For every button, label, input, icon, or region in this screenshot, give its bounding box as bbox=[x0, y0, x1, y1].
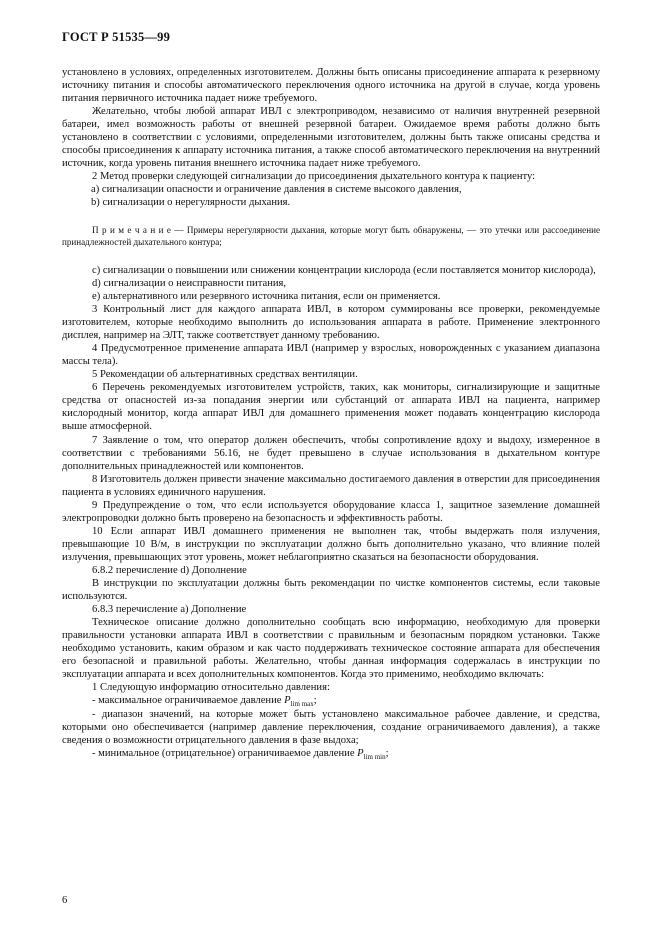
paragraph: 4 Предусмотренное применение аппарата ИВЛ (например у взрослых, новорожденных с указанием диапазона массы тела). bbox=[62, 343, 600, 368]
paragraph: установлено в условиях, определенных изготовителем. Должны быть описаны присоединение аппарата к резервному источнику питания и способы автоматического переключения одного источника на другой в случае, когда уровень питания первичного источника падает ниже требуемого. bbox=[62, 67, 600, 105]
list-item: e) альтернативного или резервного источника питания, если он применяется. bbox=[92, 291, 441, 303]
list-item bbox=[62, 747, 600, 760]
list-item: c) сигнализации о повышении или снижении концентрации кислорода (если поставляется монитор кислорода), bbox=[92, 264, 596, 276]
list-item-end: ; bbox=[385, 747, 389, 759]
list-item: b) сигнализации о нерегулярности дыхания. bbox=[91, 197, 291, 209]
page-number: 6 bbox=[62, 895, 68, 906]
paragraph: 8 Изготовитель должен привести значение максимально достигаемого давления в отверстии для присоединения пациента в условиях единичного нарушения. bbox=[62, 473, 600, 498]
paragraph: 6 Перечень рекомендуемых изготовителем устройств, таких, как мониторы, сигнализирующие и защитные средства от опасностей из-за попадания энергии или субстанций от аппарата ИВЛ на пациента, например кислородный монитор, когда аппарат ИВЛ для домашнего применения может подавать концентрацию кислорода выше атмосферной. bbox=[62, 382, 600, 433]
document-code-header: ГОСТ Р 51535—99 bbox=[62, 30, 171, 44]
section-heading: 6.8.3 перечисление a) Дополнение bbox=[92, 604, 247, 616]
pressure-subscript: lim min bbox=[363, 752, 386, 761]
note-label: П р и м е ч а н и е bbox=[92, 224, 171, 235]
paragraph: 7 Заявление о том, что оператор должен обеспечить, чтобы сопротивление вдоху и выдоху, измеренное в соответствии с требованиями 56.16, не будет превышено в случае использования в дыхательном контуре дополнительных принадлежностей или компонентов. bbox=[62, 434, 600, 472]
pressure-symbol: P bbox=[357, 747, 364, 759]
pressure-symbol: P bbox=[284, 695, 291, 707]
note bbox=[62, 224, 600, 248]
list-item: a) сигнализации опасности и ограничение давления в системе высокого давления, bbox=[91, 184, 462, 196]
section-heading: 6.8.2 перечисление d) Дополнение bbox=[92, 565, 247, 576]
paragraph: 3 Контрольный лист для каждого аппарата ИВЛ, в котором суммированы все проверки, рекомендуемые изготовителем, которые необходимо выполнить до использования аппарата в работе. Применение электронного дисплея, например на ЭЛТ, также соответствует данному требованию. bbox=[62, 304, 600, 342]
pressure-subscript: lim max bbox=[290, 700, 314, 709]
list-item: - диапазон значений, на которые может быть установлено максимальное рабочее давление, и средства, которыми оно обеспечивается (например давление переключения, создание ограничиваемого давления), а также сведения о возможности отрицательного давления в фазе выдоха; bbox=[62, 708, 600, 746]
paragraph: 5 Рекомендации об альтернативных средствах вентиляции. bbox=[92, 369, 358, 381]
list-item: d) сигнализации о неисправности питания, bbox=[92, 277, 287, 289]
paragraph: 9 Предупреждение о том, что если используется оборудование класса 1, защитное заземление домашней электропроводки должно быть проверено на безопасность и эффективность работы. bbox=[62, 499, 600, 524]
list-item-text: - минимальное (отрицательное) ограничиваемое давление bbox=[92, 747, 358, 759]
paragraph: Желательно, чтобы любой аппарат ИВЛ с электроприводом, независимо от наличия внутренней резервной батареи, имел возможность работы от внешней резервной батареи. Ожидаемое время работы должно быть установлено в соответствии с условиями, определенными изготовителем, должны быть также описаны средства и способы присоединения к аппарату источника питания, а также способ автоматического переключения на внутренний источник, когда уровень питания внешнего источника падает ниже требуемого. bbox=[62, 106, 600, 170]
list-item-end: ; bbox=[313, 695, 317, 707]
paragraph: 2 Метод проверки следующей сигнализации до присоединения дыхательного контура к пациенту: bbox=[92, 171, 536, 183]
list-item bbox=[62, 694, 600, 707]
document-body bbox=[62, 66, 600, 760]
paragraph: 10 Если аппарат ИВЛ домашнего применения не выполнен так, чтобы выдержать поля излучения, превышающие 10 В/м, в инструкции по эксплуатации должно быть дополнительно указано, что влияние полей излучения, превышающих этот уровень, может неблагоприятно сказаться на безопасности оборудования. bbox=[62, 525, 600, 563]
paragraph: В инструкции по эксплуатации должны быть рекомендации по чистке компонентов системы, если таковые используются. bbox=[62, 578, 600, 603]
note-text: — Примеры нерегулярности дыхания, которые могут быть обнаружены, — это утечки или рассоединение принадлежностей дыхательного контура; bbox=[62, 224, 600, 247]
list-item-text: - максимальное ограничиваемое давление bbox=[92, 695, 285, 707]
paragraph: 1 Следующую информацию относительно давления: bbox=[92, 682, 330, 694]
paragraph: Техническое описание должно дополнительно сообщать всю информацию, необходимую для проверки правильности установки аппарата ИВЛ в соответствии с правильным и безопасным порядком установки. Также необходимо установить, каким образом и как часто поддерживать техническое состояние аппарата для обеспечения его безопасной и правильной работы. Желательно, чтобы данная информация содержалась в инструкции по эксплуатации аппарата и всех дополнительных компонентов. Когда это применимо, необходимо включать: bbox=[62, 617, 600, 681]
